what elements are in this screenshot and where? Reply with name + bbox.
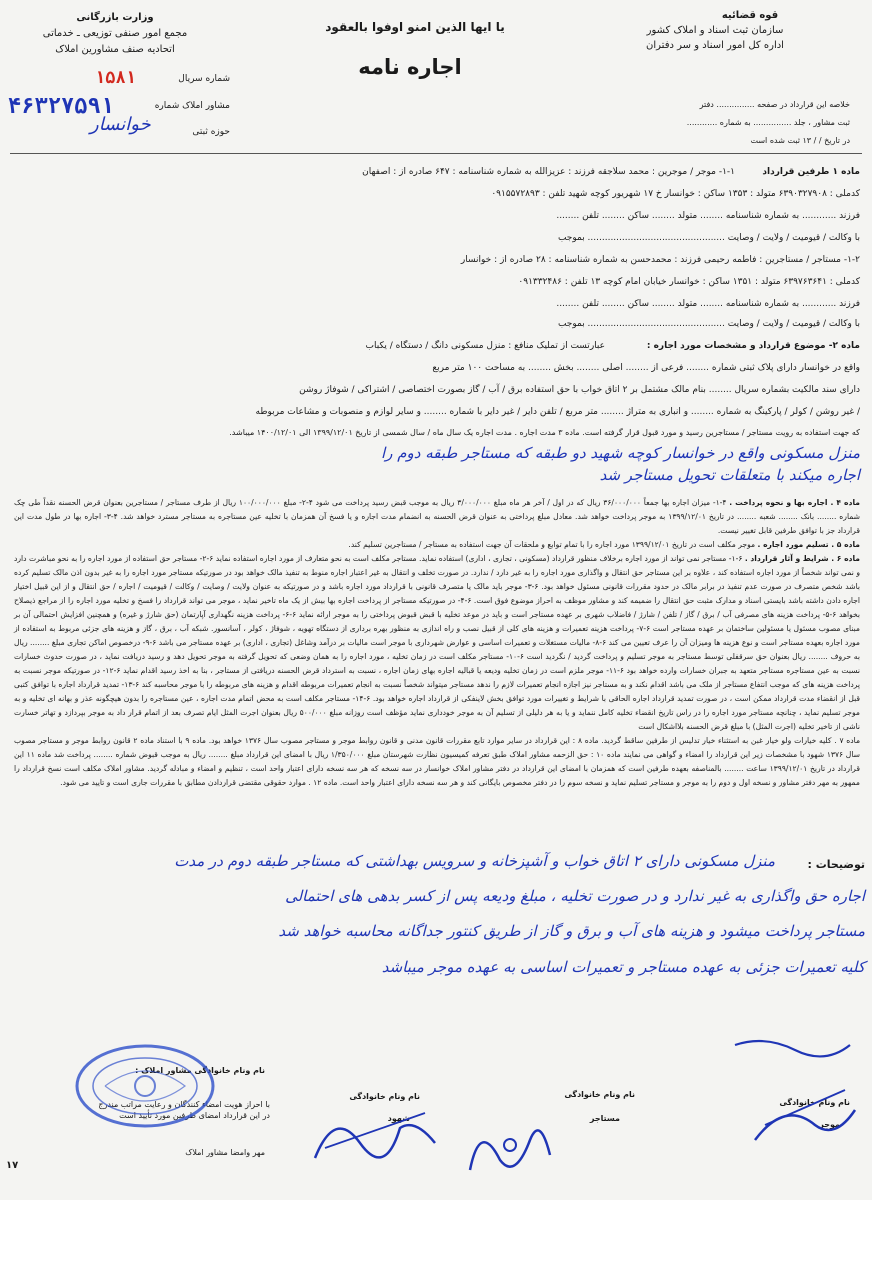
article4-text: ۴-۱- میزان اجاره بها جمعاً ۳۶/۰۰۰/۰۰۰ ریال که در اول / آخر هر ماه مبلغ ۳/۰۰۰/۰۰۰ ریال به موجب قبض رسید پرداخت می شود ۴-۲- مبلغ ۱۰۰/۰۰۰/۰۰۰ ریال از طرف مستاجر / مستاجرین بعنوان قرض الحسنه نقداً طی چک شماره ........ بانک ........ شعبه ........ در تاریخ ۱۳۹۹/۱۲/۰۱ به موجر پرداخت خواهد شد. معادل مبلغ پرداختی به عنوان قرض الحسنه به انضمام مدت اجاره و یا فسخ آن همزمان با تخلیه عین مستاجره به مستاجر مسترد خواهد شد. ۴-۳- اجاره بها در طول مدت این قرارداد جز با توافق طرفین قابل تغییر نیست. [14,498,861,535]
header-left-block [10,10,220,58]
bismillah-line: یا ایها الذین امنو اوفوا بالعقود [325,20,505,34]
lessee-line3: فرزند ............ به شماره شناسنامه ........ متولد ........ ساکن ........ تلفن ........ [556,299,860,309]
ministry-name: وزارت بازرگانی [76,12,154,23]
notes-handwritten-2: اجاره حق واگذاری به غیر ندارد و در صورت تخلیه ، مبلغ ودیعه پس از کسر بدهی های احتمالی [285,887,865,905]
article2-line3: دارای سند مالکیت بشماره سریال ........ بنام مالک مشتمل بر ۲ اتاق خواب با حق استفاده برق / آب / گاز بصورت اختصاصی / اشتراکی / شوفاژ روشن [299,385,860,395]
header-right-block [590,8,840,53]
document-title: اجاره نامه [358,55,462,79]
serial-red-number: ۱۵۸۱ [95,68,136,88]
page-mark: ۱۷ [6,1160,19,1171]
article2-line2: واقع در خوانسار دارای پلاک ثبتی شماره ........ فرعی از ........ اصلی ........ بخش ........ به مساحت ۱۰۰ متر مربع [432,363,860,373]
lessee-name-label: نام ونام خانوادگی [564,1090,635,1099]
article7-12-paragraph [14,734,860,790]
lessor-line1: ۱-۱- موجر / موجرین : محمد سلاجقه فرزند : عزیزالله به شماره شناسنامه : ۶۴۷ صادره از : اصفهان [362,167,735,177]
judiciary-name: قوه قضائیه [721,10,779,21]
notary-office: اداره کل امور اسناد و سر دفتران [646,40,784,51]
advisor-seal-stamp [65,1036,225,1136]
register-date-line: در تاریخ / / ۱۳ ثبت شده است [750,136,850,145]
article3-line: که جهت استفاده به رویت مستاجر / مستاجرین رسید و مورد قبول قرار گرفته است. ماده ۳ مدت اجاره . مدت اجاره یک سال ماه / سال شمسی از تاریخ ۱۳۹۹/۱۲/۰۱ الی ۱۴۰۰/۱۲/۰۱ میباشد. [229,428,860,437]
article2-line4: / غیر روشن / کولر / پارکینگ به شماره ........ و انباری به متراژ ........ متر مربع / تلفن دایر / غیر دایر با شماره ........ و سایر لوازم و منصوبات و مشاعات مربوطه [255,407,860,417]
article2-line1: عبارتست از تملیک منافع : منزل مسکونی دانگ / دستگاه / یکباب [365,341,605,351]
lessor-line3: فرزند ............ به شماره شناسنامه ........ متولد ........ ساکن ........ تلفن ........ [556,211,860,221]
article5-paragraph [14,538,860,552]
serial-number: ۴۶۳۲۷۵۹۱ [8,94,114,119]
lessor-caption: موجر [819,1120,840,1129]
advisor-name-label: نام ونام خانوادگی مشاور املاک : [135,1066,265,1075]
notes-label: توضیحات : [807,858,865,871]
advisor-stamp-label: مهر وامضا مشاور املاک [185,1148,265,1157]
article5-text: موجر مکلف است در تاریخ ۱۳۹۹/۱۲/۰۱ مورد اجاره را با تمام توابع و ملحقات آن جهت استفاده به مستاجر / مستاجرین تسلیم کند. [348,540,756,549]
contract-articles-body [14,496,860,790]
notes-handwritten-4: کلیه تعمیرات جزئی به عهده مستاجر و تعمیرات اساسی به عهده موجر میباشد [381,958,865,976]
article6-text: ۶-۱- مستاجر نمی تواند از مورد اجاره برخلاف منظور قرارداد (مسکونی ، تجاری ، اداری) استفاده نماید. مستاجر مکلف است به نحو متعارف از مورد اجاره استفاده نماید ۶-۲- مستاجر حق استفاده از مورد اجاره را به نحو مباشرت دارد و نمی تواند شخصاً از مورد اجاره استفاده کند ، علاوه بر این مستاجر حق انتقال و واگذاری مورد اجاره را به غیر دارد / ندارد. در صورت تخلف و انتقال به غیر اعتبار اجاره منوط به تنفیذ مالک خواهد بود در صورتیکه مستاجر مورد اجاره را به غیر بدون اذن مالک تسلیم کرده باشد شخص متصرف در صورت عدم تنفیذ در برابر مالک در حدود مقررات قانونی مسئول خواهد بود. ۶-۳- موجر باید مالک یا متصرف قانونی با قرارداد مورد اجاره باشد و در صورتیکه به عنوان ولایت / وصایت / وکالت / قیومیت / اجاره / حق انتقال و از این قبیل اختیار اجاره دادن داشته باشد بایستی اسناد و مدارک مثبت حق انتقال را ضمیمه کند و مشاور موظف به احراز موضوع فوق است. ۶-۴- در صورتیکه مستاجر از پرداخت اجاره بها بیش از یک ماه تاخیر نماید ، موجر می تواند قرارداد را فسخ و تخلیه مورد اجاره را از مراجع ذیصلاح بخواهد ۶-۵- پرداخت هزینه های مصرفی آب / برق / گاز / تلفن / شارژ / فاضلاب شهری بر عهده مستاجر است و باید در موعد تخلیه با قبض قبوض پرداختی را به موجر ارائه نماید ۶-۶- پرداخت هزینه نگهداری آپارتمان (حق شارژ و غیره) و همچنین افزایش احتمالی آن بر مبنای مصوب مسئول یا مسئولین ساختمان بر عهده مستاجر است ۶-۷- پرداخت هزینه تعمیرات و هزینه های کلی از قبیل نصب و راه اندازی به منظور بهره برداری از دستگاه تهویه ، شوفاژ ، کولر ، آسانسور. شبکه آب ، برق ، گاز و هزینه های جزئی مربوط به استفاده از مورد اجاره بعهده مستاجر است و نوع هزینه ها ومیزان آن را عرف تعیین می کند ۶-۸- مالیات مستغلات و تعمیرات اساسی و عوارض شهرداری با موجر است مالیات بر درآمد وشاغل (تجاری ، اداری) بر عهده مستاجر می باشد ۶-۹- درخصوص اماکن تجاری مبلغ ........ ریال به حروف ........ ریال بعنوان حق سرقفلی توسط مستاجر به موجر تسلیم و پرداخت گردید / نگردید است ۶-۱۰- مستاجر مکلف است در زمان تخلیه ، مورد اجاره را به همان وضعی که تحویل گرفته به موجر تحویل دهد و رسید دریافت نماید ، در صورت حدوث خسارات نسبت به عین مستاجره مستاجر متعهد به جبران خسارات وارده خواهد بود ۶-۱۱- موجر ملزم است در زمان تخلیه ودیعه یا قبالیه اجاره بهای زمان اجاره ، نسبت به استرداد قرض الحسنه دریافتی از مستاجر ، بنا به اخذ رسید اقدام نماید ۶-۱۲- در صورتیکه موجر نسبت به پرداخت هزینه های که موجب انتفاع مستاجر از ملک می باشد اقدام نکند و به مستاجر نیز اجازه انجام تعمیرات لازم را ندهد مستاجر میتواند شخصاً نسبت به انجام تعمیرات مربوطه اقدام و هزینه های مربوطه را با موجر محاسبه کند ۶-۱۳- تمدید قرارداد اجاره با توافق کتبی قبل از انقضاء مدت قرارداد ممکن است ، در صورت تمدید قرارداد اجاره الحاقی با شرایط و تغییرات مورد توافق بخش لاینفکی از قرارداد اجاره خواهد بود. ۶-۱۴- مستاجر مکلف است به محض اتمام مدت اجاره ، عین مستاجره را بدون هیچگونه عذر و بهانه ای تخلیه و به موجر تسلیم نماید ، چنانچه مستاجر مورد اجاره را در راس تاریخ انقضاء تخلیه کامل ننماید و یا به هر دلیلی از تسلیم آن به موجر خودداری نماید مؤظف است روزانه مبلغ ۵۰۰/۰۰۰ ریال بعنوان اجرت المثل ایام تصرف بعد از اتمام قرار داد به موجر بپردازد و تهاتر خسارت ناشی از تاخیر تخلیه (اجرت المثل) با مبلغ قرض الحسنه بلااشکال است [14,554,861,731]
witness-name-label: نام ونام خانوادگی [349,1092,420,1101]
article7-text: ماده ۷ . کلیه خیارات ولو خیار غبن به استثناء خیار تدلیس از طرفین ساقط گردید. ماده ۸ : این قرارداد در سایر موارد تابع مقررات قانون مدنی و قانون روابط موجر و مستاجر مصوب سال ۱۳۷۶ خواهد بود. ماده ۹ با استناد ماده ۲ قانون روابط موجر و مستاجر مصوب سال ۱۳۷۶ شهود با مشخصات زیر این قرارداد را امضاء و گواهی می نمایند ماده ۱۰ : حق الزحمه مشاور املاک طبق تعرفه کمیسیون نظارت شهرستان مبلغ ۱/۳۵۰/۰۰۰ ریال با امضای این قرارداد مبلغ ........ ریال به موجب قبوض شماره ........ پرداخت شد ماده ۱۱ این قرارداد در تاریخ ۱۳۹۹/۱۲/۰۱ ساعت ........ بالمناصفه بعهده طرفین است که همزمان با امضای این قرارداد در دفتر مشاور املاک خوانسار در سه نسخه که هر سه نسخه دارای اعتبار واحد است ، تنظیم و امضاء و مبادله گردید. مشاور املاک مکلف است نسخ قرارداد را ممهور به مهر دفتر مشاور و نسخه اول و دوم را به موجر و مستاجر تسلیم نماید و نسخه سوم را در دفتر مخصوص بایگانی کند و هر سه نسخه دارای اعتبار واحد است. ماده ۱۲ . موارد حقوقی مقتضی قراردادن مطابق با مقررات جاری است و تایید می شود. [14,736,861,787]
article1-title: ماده ۱ طرفین قرارداد [762,167,860,177]
summary-page-line: خلاصه این قرارداد در صفحه ............... دفتر [699,100,850,109]
zone-label: حوزه ثبتی [192,127,230,137]
article2-handwritten-1: منزل مسکونی واقع در خوانسار کوچه شهید دو طبقه که مستاجر طبقه دوم را [381,444,860,462]
advisor-register-line: ثبت مشاور ، جلد ............... به شماره ............ [686,118,850,127]
advisor-verification-text: با احراز هویت امضاء کنندگان و رعایت مراتب مندرج در این قرارداد امضای طرفین مورد تأیید است [98,1100,270,1120]
witness-signature [305,1088,455,1178]
union-name: اتحادیه صنف مشاورین املاک [55,44,175,55]
lessor-line2: کدملی : ۶۳۹۰۳۲۷۹۰۸ متولد : ۱۳۵۳ ساکن : خوانسار خ ۱۷ شهریور کوچه شهید تلفن : ۰۹۱۵۵۷۲۸۹۳ [491,189,860,199]
notes-handwritten-1: منزل مسکونی دارای ۲ اتاق خواب و آشپزخانه و سرویس بهداشتی که مستاجر طبقه دوم در مدت [174,852,775,870]
serial-label: شماره سریال [178,74,230,84]
article2-handwritten-2: اجاره میکند با متعلقات تحویل مستاجر شد [599,466,860,484]
guild-assembly: مجمع امور صنفی توزیعی ـ خدماتی [42,28,188,39]
lessee-caption: مستاجر [589,1114,620,1123]
lessor-name-label: نام ونام خانوادگی [779,1098,850,1107]
lessor-line4: با وکالت / قیومیت / ولایت / وصایت ................................................ بموجب [557,233,860,243]
article6-paragraph [14,552,860,734]
lessee-line2: کدملی : ۶۳۹۷۶۳۶۴۱ متولد : ۱۳۵۱ ساکن : خوانسار خیابان امام کوچه ۱۳ تلفن : ۰۹۱۳۳۲۴۸۶ [518,277,860,287]
lessee-signature [455,1100,565,1190]
lessee-line4: با وکالت / قیومیت / ولایت / وصایت ................................................ بموجب [557,319,860,329]
registration-org: سازمان ثبت اسناد و املاک کشور [646,25,784,36]
lessee-line1: ۱-۲- مستاجر / مستاجرین : فاطمه رحیمی فرزند : محمدحسن به شماره شناسنامه : ۲۸ صادره از : خوانسار [460,255,860,265]
article5-title: ماده ۵ . تسلیم مورد اجاره . [757,540,860,549]
lessor-signature [725,1030,865,1150]
article2-title: ماده ۲- موضوع قرارداد و مشخصات مورد اجاره : [646,341,860,351]
zone-value-handwritten: خوانسار [90,114,151,135]
article4-paragraph [14,496,860,538]
advisor-number-label: مشاور املاک شماره [154,101,230,111]
witness-caption: شهود [387,1114,410,1123]
article4-title: ماده ۴ . اجاره بها و نحوه پرداخت . [729,498,860,507]
notes-handwritten-3: مستاجر پرداخت میشود و هزینه های آب و برق و گاز از طریق کنتور جداگانه محاسبه خواهد شد [278,922,865,940]
article6-title: ماده ۶ . شرایط و آثار قرارداد . [744,554,861,563]
header-divider [10,153,862,154]
